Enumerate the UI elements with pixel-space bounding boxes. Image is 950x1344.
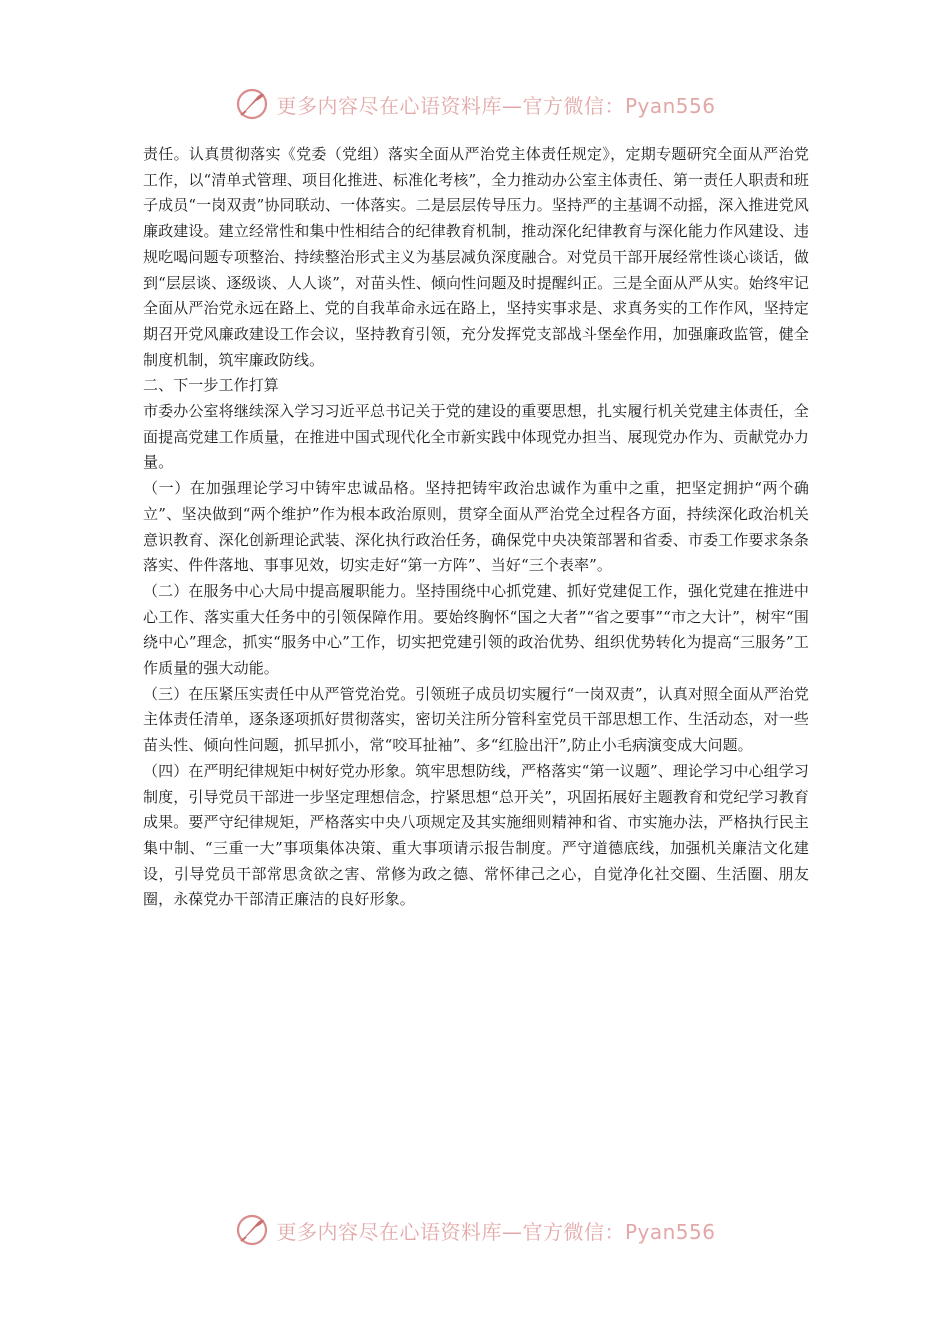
quill-pen-icon bbox=[234, 86, 270, 122]
header-watermark bbox=[0, 86, 950, 122]
paragraph-2: 市委办公室将继续深入学习习近平总书记关于党的建设的重要思想，扎实履行机关党建主体责任，全面提高党建工作质量，在推进中国式现代化全市新实践中体现党办担当、展现党办作为、贡献党办力量。 bbox=[143, 402, 809, 472]
watermark-text: 更多内容尽在心语资料库—官方微信：Pyan556 bbox=[276, 93, 716, 118]
footer-watermark bbox=[0, 1212, 950, 1248]
document-body bbox=[143, 142, 809, 913]
quill-pen-icon bbox=[234, 1212, 270, 1248]
section-heading: 二、下一步工作打算 bbox=[143, 376, 279, 395]
paragraph-5: （三）在压紧压实责任中从严管党治党。引领班子成员切实履行“一岗双责”，认真对照全面从严治党主体责任清单，逐条逐项抓好贯彻落实，密切关注所分管科室党员干部思想工作、生活动态，对一些苗头性、倾向性问题，抓早抓小，常“咬耳扯袖”、多“红脸出汗”,防止小毛病演变成大问题。 bbox=[143, 684, 809, 755]
paragraph-3: （一）在加强理论学习中铸牢忠诚品格。坚持把铸牢政治忠诚作为重中之重，把坚定拥护“两个确立”、坚决做到“两个维护”作为根本政治原则，贯穿全面从严治党全过程各方面，持续深化政治机关意识教育、深化创新理论武装、深化执行政治任务，确保党中央决策部署和省委、市委工作要求条条落实、件件落地、事事见效，切实走好“第一方阵”、当好“三个表率”。 bbox=[143, 479, 809, 575]
paragraph-4: （二）在服务中心大局中提高履职能力。坚持围绕中心抓党建、抓好党建促工作，强化党建在推进中心工作、落实重大任务中的引领保障作用。要始终胸怀“国之大者”“省之要事”“市之大计”，树牢“围绕中心”理念，抓实“服务中心”工作，切实把党建引领的政治优势、组织优势转化为提高“三服务”工作质量的强大动能。 bbox=[143, 581, 809, 678]
watermark-text: 更多内容尽在心语资料库—官方微信：Pyan556 bbox=[276, 1219, 716, 1244]
paragraph-1: 责任。认真贯彻落实《党委（党组）落实全面从严治党主体责任规定》，定期专题研究全面从严治党工作，以“清单式管理、项目化推进、标准化考核”，全力推动办公室主体责任、第一责任人职责和班子成员“一岗双责”协同联动、一体落实。二是层层传导压力。坚持严的主基调不动摇，深入推进党风廉政建设。建立经常性和集中性相结合的纪律教育机制，推动深化纪律教育与深化能力作风建设、违规吃喝问题专项整治、持续整治形式主义为基层减负深度融合。对党员干部开展经常性谈心谈话，做到“层层谈、逐级谈、人人谈”，对苗头性、倾向性问题及时提醒纠正。三是全面从严从实。始终牢记全面从严治党永远在路上、党的自我革命永远在路上，坚持实事求是、求真务实的工作作风，坚持定期召开党风廉政建设工作会议，坚持教育引领，充分发挥党支部战斗堡垒作用，加强廉政监管，健全制度机制，筑牢廉政防线。 bbox=[143, 145, 809, 369]
paragraph-6: （四）在严明纪律规矩中树好党办形象。筑牢思想防线，严格落实“第一议题”、理论学习中心组学习制度，引导党员干部进一步坚定理想信念，拧紧思想“总开关”，巩固拓展好主题教育和党纪学习教育成果。要严守纪律规矩，严格落实中央八项规定及其实施细则精神和省、市实施办法，严格执行民主集中制、“三重一大”事项集体决策、重大事项请示报告制度。严守道德底线，加强机关廉洁文化建设，引导党员干部常思贪欲之害、常修为政之德、常怀律己之心，自觉净化社交圈、生活圈、朋友圈，永葆党办干部清正廉洁的良好形象。 bbox=[143, 761, 809, 909]
